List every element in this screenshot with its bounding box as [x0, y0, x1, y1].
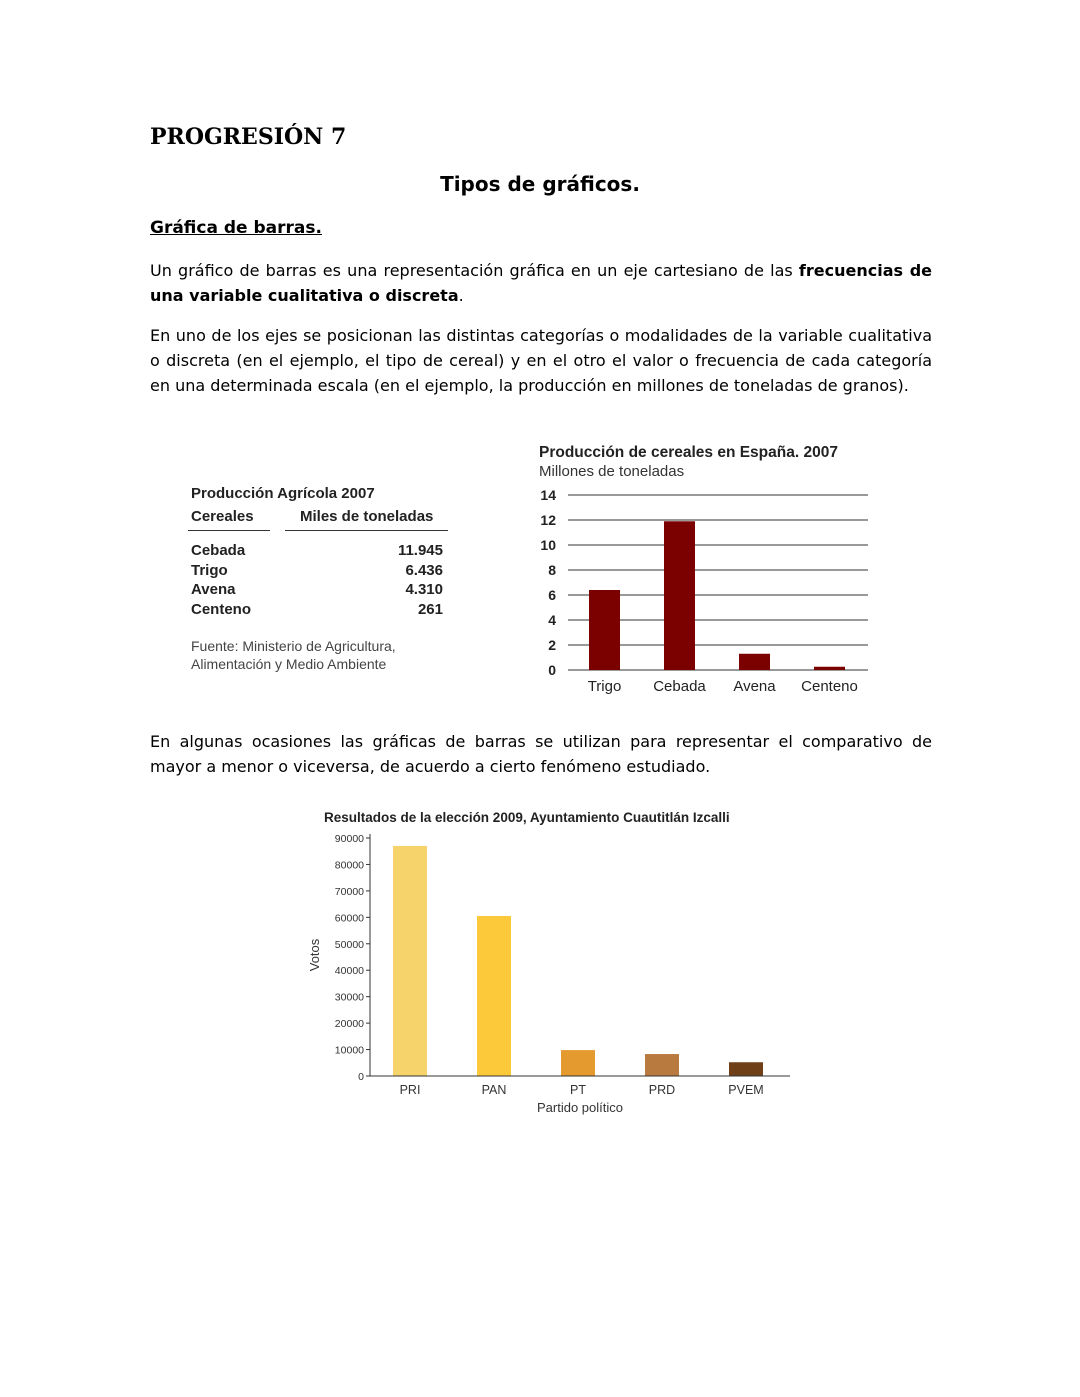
y-tick-label: 10000: [334, 1044, 364, 1057]
bar-pri: [393, 846, 427, 1076]
x-tick-label: Trigo: [587, 678, 622, 695]
x-tick-label: PT: [570, 1083, 586, 1097]
y-tick-label: 10: [540, 537, 556, 553]
x-tick-label: Cebada: [653, 678, 706, 695]
table-title: Producción Agrícola 2007: [191, 485, 375, 502]
y-tick-label: 2: [548, 637, 556, 653]
paragraph-comparison: En algunas ocasiones las gráficas de barras se utilizan para representar el comparativo de mayor a menor o viceversa, de acuerdo a cierto fenómeno estudiado.: [150, 732, 932, 776]
table-row: [191, 542, 443, 562]
table-cell-value: 4.310: [405, 581, 443, 598]
x-tick-label: Avena: [733, 678, 776, 695]
paragraph-text-end: .: [458, 286, 464, 305]
election-results-chart: [300, 805, 800, 1120]
table-row: [191, 581, 443, 601]
y-tick-label: 40000: [334, 965, 364, 978]
y-tick-label: 90000: [334, 833, 364, 845]
y-tick-label: 70000: [334, 885, 364, 898]
x-tick-label: Centeno: [801, 678, 858, 695]
bar-centeno: [814, 667, 845, 670]
table-cell-value: 261: [417, 601, 443, 618]
table-header-cereals: Cereales: [191, 508, 254, 525]
table-header-thousand-tons: Miles de toneladas: [300, 508, 434, 525]
table-cell-name: Trigo: [191, 562, 228, 579]
table-source: Fuente: Ministerio de Agricultura, Alimentación y Medio Ambiente: [191, 638, 396, 672]
paragraph-text: Un gráfico de barras es una representación gráfica en un eje cartesiano de las: [150, 261, 799, 280]
paragraph-axes: En uno de los ejes se posicionan las distintas categorías o modalidades de la variable cualitativa o discreta (en el ejemplo, el tipo de cereal) y en el otro el valor o frecuencia de cada categoría en una determinada escala (en el ejemplo, la producción en millones de toneladas de granos).: [150, 326, 932, 395]
table-row: [191, 562, 443, 582]
y-tick-label: 50000: [334, 938, 364, 951]
y-tick-label: 6: [548, 587, 556, 603]
x-tick-label: PRD: [648, 1083, 676, 1097]
bar-pvem: [729, 1062, 763, 1076]
bar-cebada: [664, 521, 695, 670]
table-row: [191, 601, 443, 621]
bar-pt: [561, 1050, 595, 1076]
paragraph-bold-text: frecuencias de una variable cualitativa o discreta: [150, 261, 932, 305]
bar-trigo: [589, 590, 620, 670]
table-cell-name: Centeno: [191, 601, 251, 618]
section-title: Gráfica de barras.: [150, 218, 322, 238]
y-tick-label: 80000: [334, 859, 364, 872]
y-tick-label: 14: [540, 487, 556, 503]
x-tick-label: PRI: [399, 1083, 421, 1097]
x-tick-label: PVEM: [728, 1083, 764, 1097]
y-tick-label: 0: [548, 662, 556, 678]
bar-pan: [477, 916, 511, 1076]
table-cell-value: 6.436: [405, 562, 443, 579]
y-tick-label: 30000: [334, 991, 364, 1004]
y-tick-label: 20000: [334, 1018, 364, 1031]
chart-subtitle: Millones de toneladas: [539, 463, 685, 480]
y-tick-label: 12: [540, 512, 556, 528]
table-cell-value: 11.945: [397, 542, 443, 559]
x-axis-label: Partido político: [537, 1100, 623, 1115]
page-title: Tipos de gráficos.: [440, 172, 640, 196]
table-header-rule: [188, 530, 270, 531]
paragraph-definition: [150, 258, 932, 308]
table-cell-name: Avena: [191, 581, 236, 598]
bar-avena: [739, 654, 770, 670]
table-cell-name: Cebada: [191, 542, 246, 559]
y-axis-label: Votos: [307, 938, 322, 972]
x-tick-label: PAN: [481, 1083, 507, 1097]
y-tick-label: 60000: [334, 912, 364, 925]
bar-prd: [645, 1054, 679, 1076]
y-tick-label: 8: [548, 562, 556, 578]
page-heading: PROGRESIÓN 7: [150, 124, 347, 150]
y-tick-label: 4: [548, 612, 556, 628]
cereal-production-chart: [520, 435, 900, 700]
chart-title: Resultados de la elección 2009, Ayuntamiento Cuautitlán Izcalli: [324, 810, 730, 825]
chart-title: Producción de cereales en España. 2007: [539, 444, 838, 461]
table-header-rule: [285, 530, 448, 531]
y-tick-label: 0: [358, 1071, 364, 1083]
